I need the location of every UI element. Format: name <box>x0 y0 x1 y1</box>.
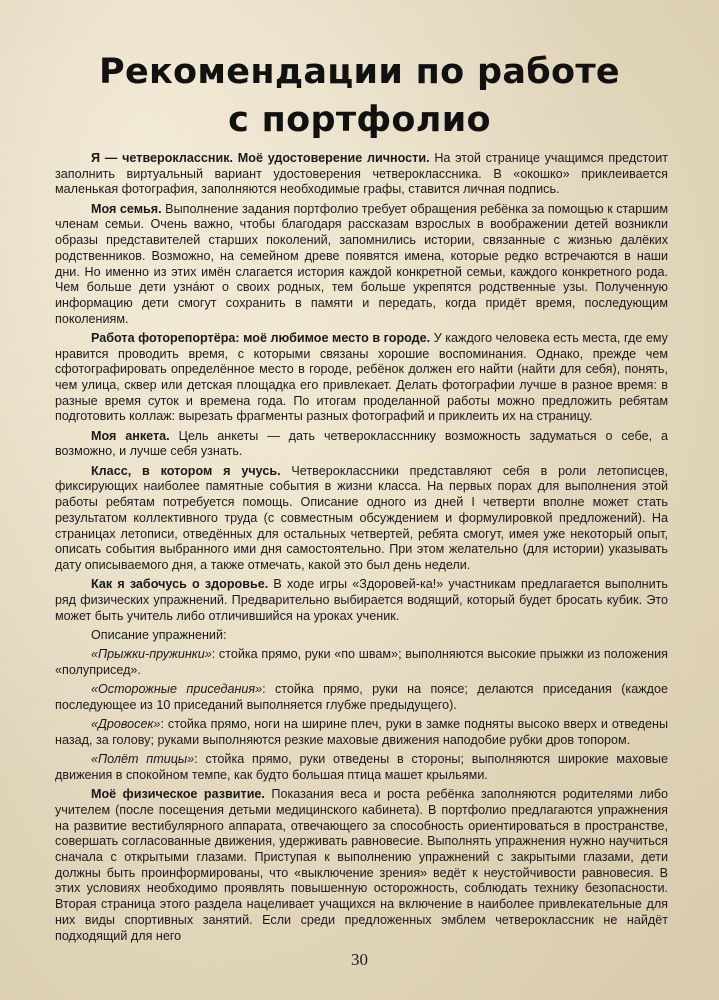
paragraph-exercise-squats <box>55 682 668 713</box>
paragraph-lead: Класс, в котором я учусь. <box>91 463 281 478</box>
paragraph-text: В ходе игры «Здоровей-ка!» участникам предлагается выполнить ряд физических упражнений. Предварительно выбирается водящий, который будет бросать кубик. Это может быть учитель либо отличившийся на уроках ученик. <box>55 577 668 623</box>
paragraph-lead: Я — четвероклассник. Моё удостоверение личности. <box>91 151 430 165</box>
paragraph-text: Выполнение задания портфолио требует обращения ребёнка за помощью к старшим членам семьи. Очень важно, чтобы благодаря рассказам взрослых в воображении детей возникли образы представителей старших поколений, запомнились истории, связанные с жизнью далёких родственников. Возможно, на семейном древе появятся имена, которые редко встречаются в наши дни. Но именно из этих имён слагается история каждой конкретной семьи, каждого конкретного рода. Чем больше дети узнáют о своих родных, тем больше укрепятся родственные узы. Полученную информацию дети смогут сохранить в памяти и передать, когда придёт время, последующим поколениям. <box>55 201 668 326</box>
paragraph-lead: Моё физическое развитие. <box>91 787 265 802</box>
title-line-1: Рекомендации по работе <box>99 52 620 92</box>
body-text <box>55 151 668 948</box>
page-number: 30 <box>351 950 368 969</box>
title-line-2: с портфолио <box>228 100 491 140</box>
paragraph-questionnaire <box>55 429 668 460</box>
paragraph-family <box>55 202 668 328</box>
paragraph-id-card <box>55 151 668 198</box>
paragraph-text: У каждого человека есть места, где ему нравится проводить время, с которыми связаны хорошие воспоминания. Однако, прежде чем сфотографировать определённое место в городе, ребёнок должен его найти (найти для себя), понять, чем улица, сквер или детская площадка его привлекает. Делать фотографии лучше в разное время: в разные время суток и времена года. По итогам проделанной работы можно предложить ребятам подготовить коллаж: вырезать фрагменты разных фотографий и приклеить их на страницу. <box>55 330 668 424</box>
paragraph-text: Цель анкеты — дать четвероклассннику возможность задуматься о себе, а возможно, и лучше себя узнать. <box>55 428 668 459</box>
paragraph-exercise-woodcutter <box>55 717 668 748</box>
paragraph-text: Показания веса и роста ребёнка заполняются родителями либо учителем (после посещения детьми медицинского кабинета). В портфолио предлагаются упражнения на развитие вестибулярного аппарата, отвечающего за способность ориентироваться в пространстве, совершать согласованные движения, удерживать равновесие. Выполнять упражнения нужно научиться сначала с открытыми глазами. Приступая к выполнению упражнений с закрытыми глазами, дети должны быть проинформированы, что «выключение зрения» ведёт к неустойчивости равновесия. В этих условиях необходимо проявлять повышенную осторожность, соблюдать технику безопасности. Вторая страница этого раздела нацеливает учащихся на включение в наиболее привлекательные для них виды спортивных занятий. Если среди предложенных эмблем четвероклассник не найдёт подходящий для него <box>55 787 668 943</box>
paragraph-lead: Моя анкета. <box>91 428 170 443</box>
paragraph-text: Четвероклассники представляют себя в роли летописцев, фиксирующих наиболее памятные события в жизни класса. На первых порах для выполнения этой работы ребятам потребуется помощь. Описание одного из дней I четверти вполне может стать результатом коллективного труда (с совместным обсуждением и формулировкой предложений). На страницах летописи, отведённых для остальных четвертей, ребята смогут, имея уже некоторый опыт, описать события выбранного ими дня самостоятельно. При этом желательно (для истории) указывать дату описываемого дня, а также отмечать, какой это был день недели. <box>55 463 669 572</box>
paragraph-lead: Работа фоторепортёра: моё любимое место в городе. <box>91 330 431 345</box>
paragraph-text: На этой странице учащимся предстоит заполнить виртуальный вариант удостоверения четвероклассника. В «окошко» приклеивается маленькая фотография, заполняются необходимые графы, ставится личная подпись. <box>55 151 668 197</box>
paragraph-photo-reporter <box>55 331 668 425</box>
paragraph-text: : стойка прямо, ноги на ширине плеч, руки в замке подняты высоко вверх и отведены назад, за голову; руками выполняются резкие маховые движения наподобие рубки дров топором. <box>55 717 668 747</box>
paragraph-physical-development <box>55 787 668 944</box>
exercise-name: «Полёт птицы» <box>91 752 195 767</box>
paragraph-class <box>55 464 668 574</box>
exercise-name: «Дровосек» <box>91 717 161 732</box>
exercise-name: «Осторожные приседания» <box>91 682 263 697</box>
paragraph-text: : стойка прямо, руки на поясе; делаются приседания (каждое последующее из 10 приседаний выполняется глубже предыдущего). <box>55 682 668 712</box>
paragraph-exercises-heading <box>55 628 668 644</box>
paragraph-lead: Моя семья. <box>91 201 162 216</box>
page-title <box>0 48 719 144</box>
exercise-name: «Прыжки-пружинки» <box>91 647 212 662</box>
paragraph-text: Описание упражнений: <box>91 627 227 642</box>
paragraph-exercise-bird <box>55 752 668 783</box>
paragraph-exercise-jumps <box>55 647 668 678</box>
paragraph-lead: Как я забочусь о здоровье. <box>91 577 269 592</box>
paragraph-health <box>55 577 668 624</box>
paragraph-text: : стойка прямо, руки «по швам»; выполняются высокие прыжки из положения «полуприсед». <box>55 647 668 677</box>
paragraph-text: : стойка прямо, руки отведены в стороны; выполняются широкие маховые движения в спокойном темпе, как будто большая птица машет крыльями. <box>55 752 668 782</box>
